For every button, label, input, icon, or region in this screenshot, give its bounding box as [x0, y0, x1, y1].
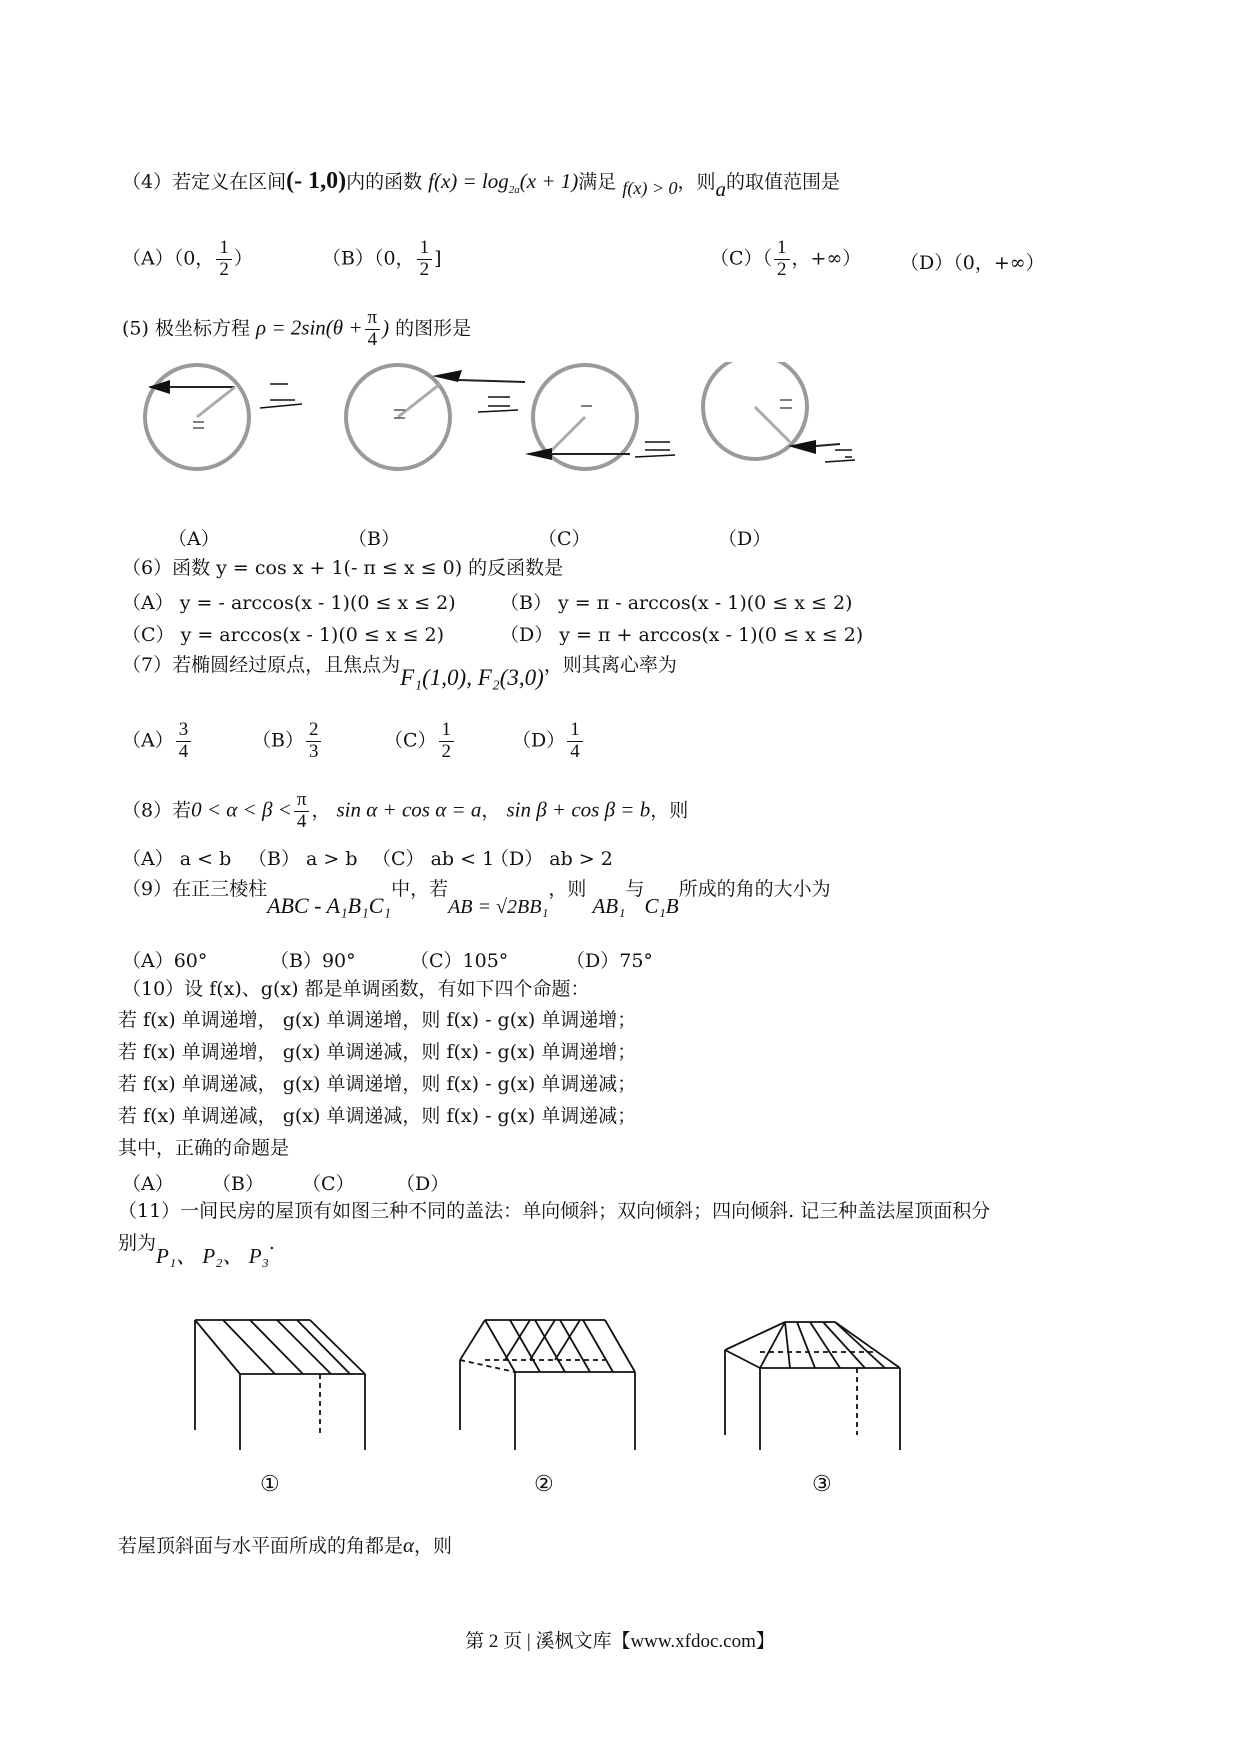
q5-stem: (5) 极坐标方程 ρ = 2sin(θ + $\frac{\pi}{4}$ ) 的图形是: [122, 307, 472, 350]
roof-figure-3: [725, 1322, 900, 1450]
q10-option-b: （B）: [212, 1173, 264, 1195]
q9-option-b: （B）90°: [270, 950, 356, 972]
q4-option-b: （B）（0， $\frac{1}{2}$ ]: [322, 237, 442, 280]
q10-option-d: （D）: [396, 1173, 450, 1195]
q9-stem: （9）在正三棱柱ABC - A₁B₁C₁中，若AB = √2BB₁，则 AB₁与C₁B所成的角的大小为: [122, 878, 831, 918]
q6-option-d: （D） y = π + arccos(x - 1)(0 ≤ x ≤ 2): [500, 624, 864, 646]
q7-option-c: （C） $\frac{1}{2}$: [384, 720, 456, 763]
q10-statement-4: 若 f(x) 单调递减， g(x) 单调递减，则 f(x) - g(x) 单调递减；: [118, 1105, 637, 1127]
q10-statement-3: 若 f(x) 单调递减， g(x) 单调递增，则 f(x) - g(x) 单调递减；: [118, 1073, 637, 1095]
q9-option-a: （A）60°: [122, 950, 208, 972]
q11-condition: 若屋顶斜面与水平面所成的角都是α，则: [118, 1533, 453, 1557]
q5-option-c: （C）: [538, 528, 591, 550]
q9-option-c: （C）105°: [410, 950, 509, 972]
q7-option-b: （B） $\frac{2}{3}$: [252, 720, 323, 763]
q5-label-d: [825, 450, 855, 462]
q5-circle-d: [703, 362, 840, 459]
q6-option-b: （B） y = π - arccos(x - 1)(0 ≤ x ≤ 2): [500, 592, 853, 614]
q7-option-d: （D） $\frac{1}{4}$: [512, 720, 585, 763]
q5-option-b: （B）: [348, 528, 400, 550]
q4-stem: （4）若定义在区间(- 1,0)内的函数 $f(x) = \log_{2a}(x + 1)$满足 f(x) > 0，则a的取值范围是: [122, 168, 840, 201]
q5-circle-b: [346, 365, 525, 469]
q11-stem: （11）一间民房的屋顶有如图三种不同的盖法：单向倾斜；双向倾斜；四向倾斜. 记三种盖法屋顶面积分: [118, 1200, 991, 1222]
q4-option-c: （C）（ $\frac{1}{2}$ ，+∞）: [710, 237, 862, 280]
q10-option-a: （A）: [122, 1173, 174, 1195]
q5-label-a: [260, 384, 302, 408]
roof-label-2: ②: [534, 1472, 554, 1497]
page-footer: 第 2 页 | 溪枫文库【www.xfdoc.com】: [465, 1631, 775, 1652]
q10-conclusion: 其中，正确的命题是: [118, 1137, 290, 1159]
q4-function: $f(x) = \log_{2a}(x + 1)$: [428, 169, 579, 197]
q8-stem: （8）若0 < α < β < $\frac{\pi}{4}$ ， sin α + cos α = a， sin β + cos β = b，则: [122, 789, 689, 832]
q5-figure: [140, 362, 960, 482]
q9-option-d: （D）75°: [566, 950, 653, 972]
q7-stem: （7）若椭圆经过原点，且焦点为F₁(1,0), F₂(3,0)，则其离心率为: [122, 654, 677, 690]
q8-option-a: （A） a < b: [122, 848, 232, 870]
roof-label-1: ①: [260, 1472, 280, 1497]
q5-circle-c: [525, 365, 637, 469]
q6-stem: （6）函数 y = cos x + 1(- π ≤ x ≤ 0) 的反函数是: [122, 557, 564, 579]
q4-option-a: （A）（0， $\frac{1}{2}$ ）: [122, 237, 253, 280]
q7-foci: F₁(1,0), F₂(3,0): [400, 665, 544, 690]
q11-stem-2: 别为P₁、 P₂、 P₃.: [118, 1232, 275, 1268]
q10-statement-2: 若 f(x) 单调递增， g(x) 单调递减，则 f(x) - g(x) 单调递增；: [118, 1041, 637, 1063]
q10-statement-1: 若 f(x) 单调递增， g(x) 单调递增，则 f(x) - g(x) 单调递增；: [118, 1009, 637, 1031]
q5-label-c: [635, 442, 675, 457]
q6-option-a: （A） y = - arccos(x - 1)(0 ≤ x ≤ 2): [122, 592, 456, 614]
q5-label-b: [478, 397, 518, 412]
q8-option-d: （D） ab > 2: [490, 848, 613, 870]
q5-circle-a: [145, 365, 249, 469]
q4-interval: (- 1,0): [286, 168, 347, 194]
roof-figure-1: [195, 1320, 365, 1450]
q5-option-a: （A）: [168, 528, 220, 550]
q6-option-c: （C） y = arccos(x - 1)(0 ≤ x ≤ 2): [122, 624, 445, 646]
roof-figure-2: [460, 1320, 635, 1450]
q4-option-d: （D）（0，+∞）: [900, 252, 1045, 274]
roof-figures: [185, 1310, 945, 1470]
roof-label-3: ③: [812, 1472, 832, 1497]
q4-condition: f(x) > 0: [622, 178, 678, 198]
q10-stem: （10）设 f(x)、g(x) 都是单调函数，有如下四个命题：: [122, 978, 590, 1000]
q8-option-b: （B） a > b: [248, 848, 358, 870]
q7-option-a: （A） $\frac{3}{4}$: [122, 720, 193, 763]
q10-option-c: （C）: [302, 1173, 355, 1195]
q8-option-c: （C） ab < 1: [372, 848, 495, 870]
q5-option-d: （D）: [718, 528, 772, 550]
